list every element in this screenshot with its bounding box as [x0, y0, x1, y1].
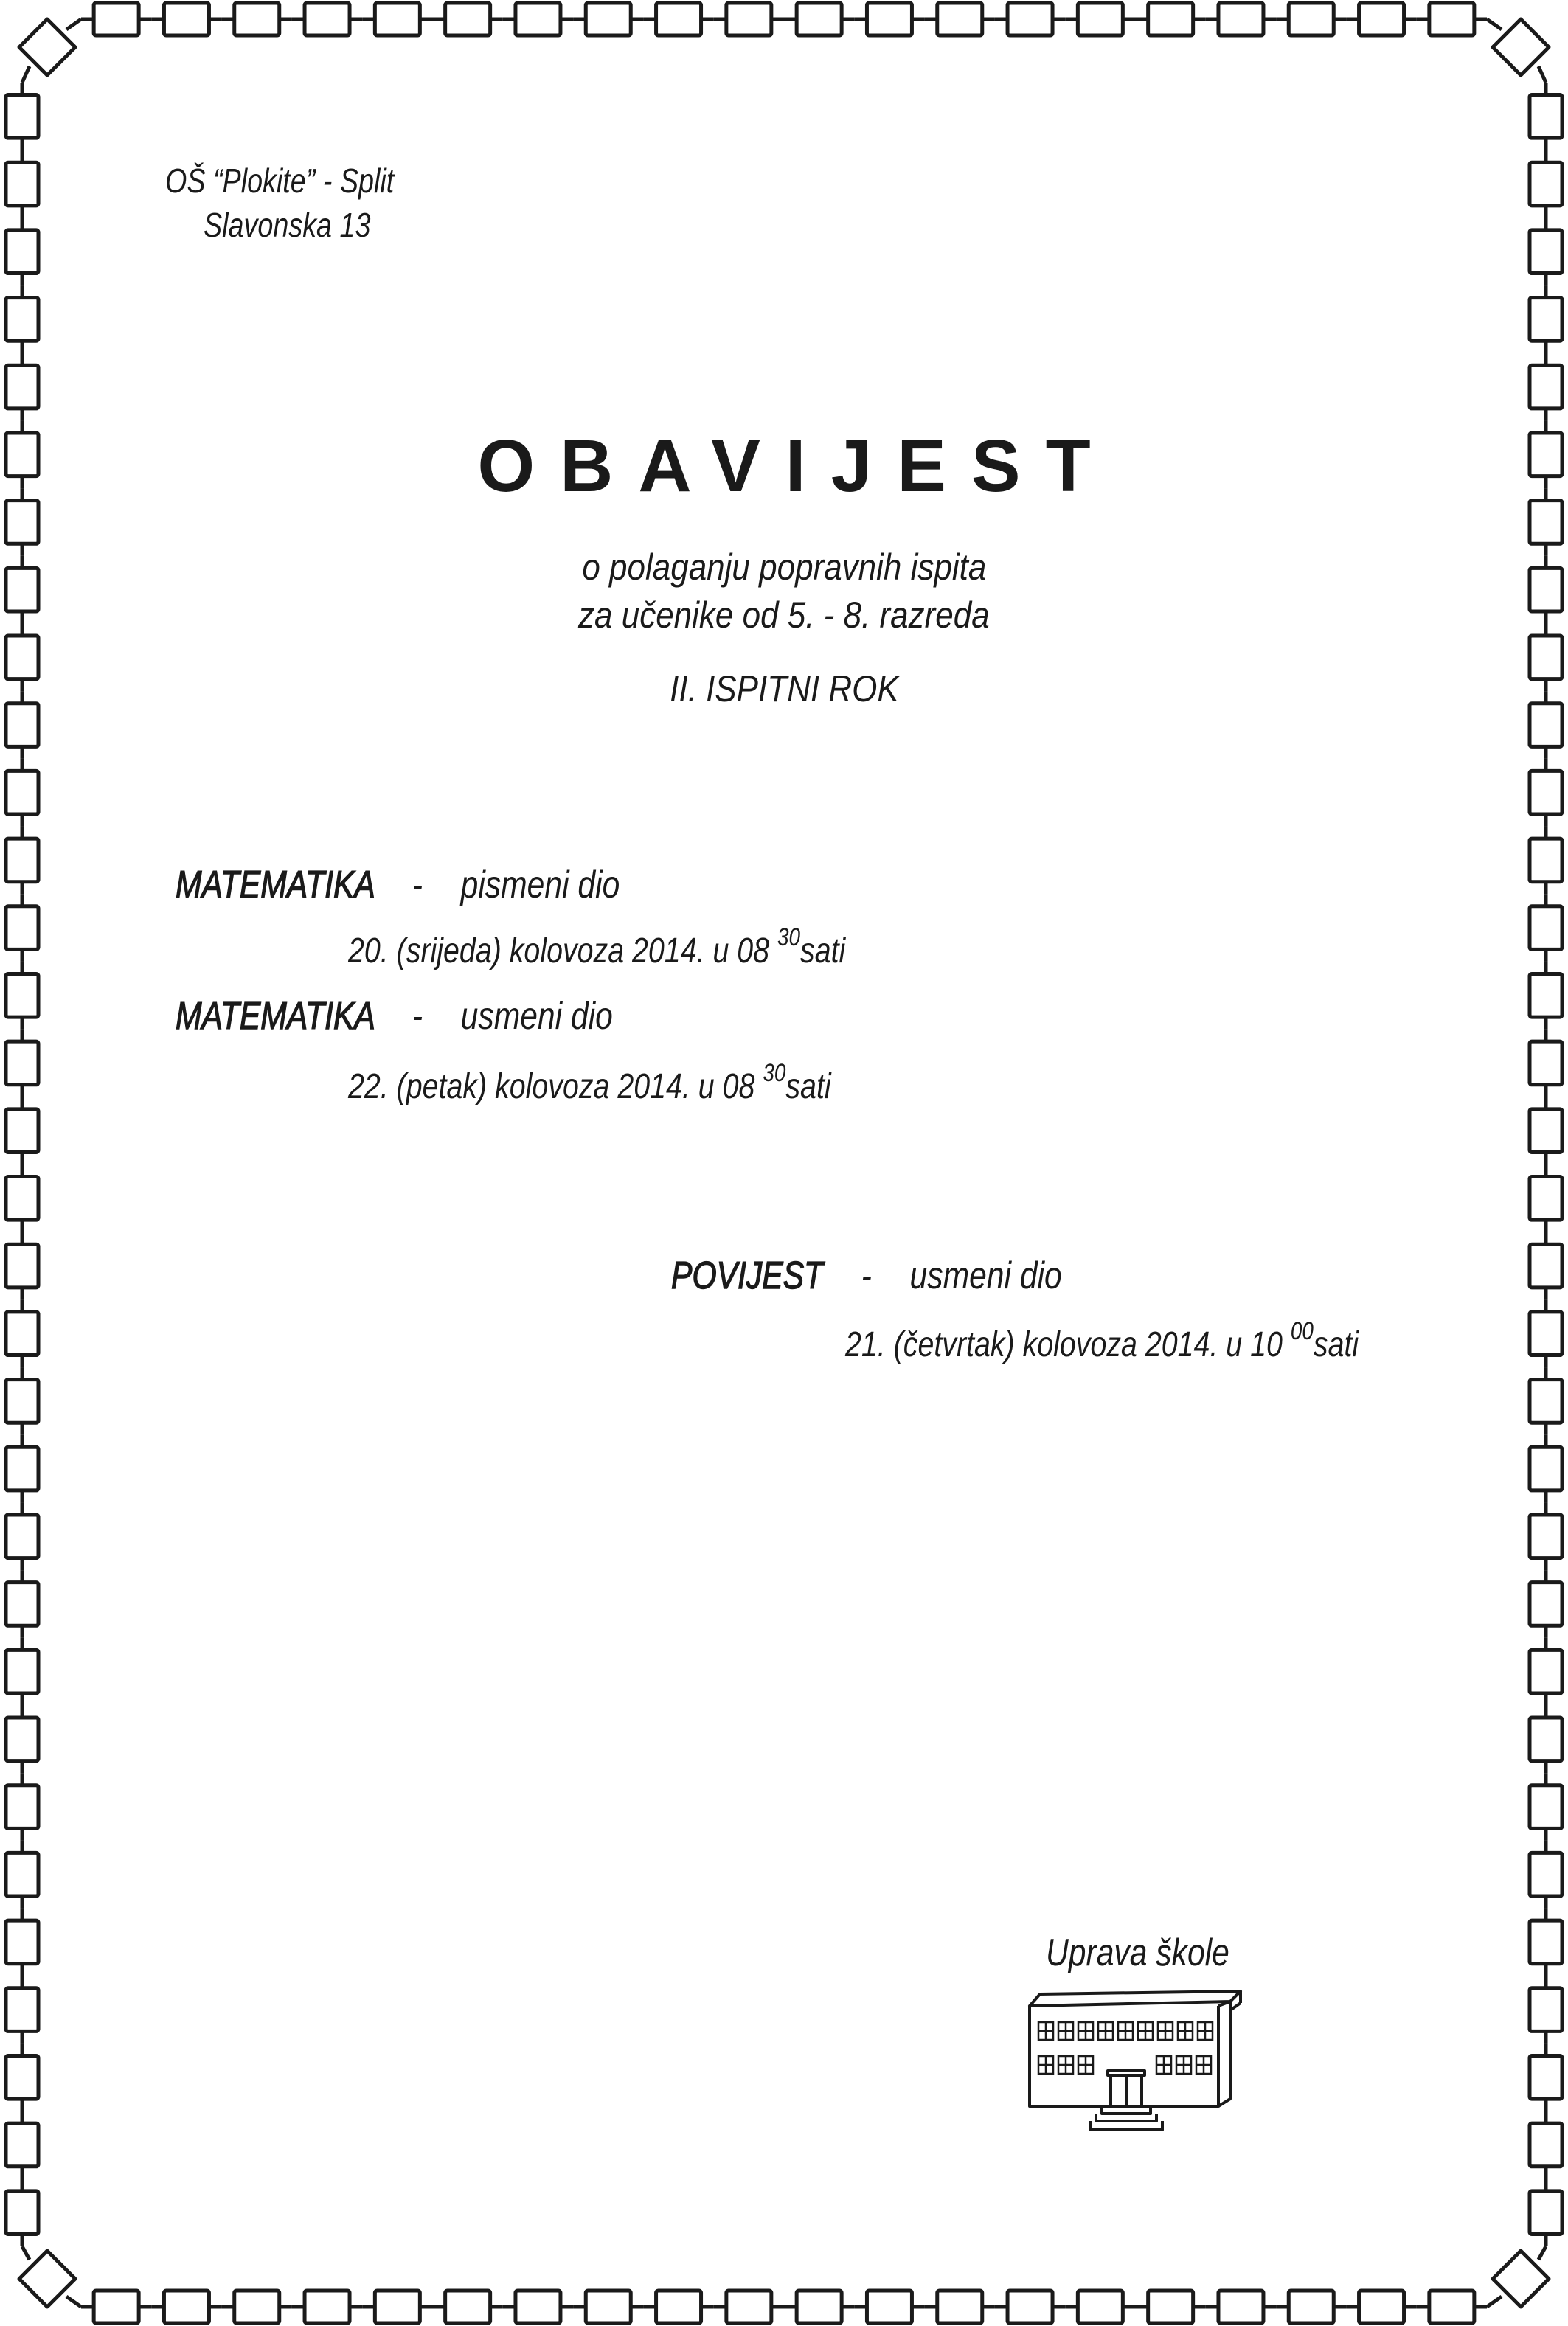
exam-part: pismeni dio — [460, 864, 620, 906]
exam-date: 22. (petak) kolovoza 2014. u 08 $^{30}$sati — [348, 1059, 831, 1106]
exam-date: 21. (četvrtak) kolovoza 2014. u 10 $^{00}$sati — [845, 1317, 1359, 1364]
exam-subject-row — [176, 863, 620, 907]
exam-term: II. ISPITNI ROK — [669, 668, 899, 709]
subtitle-line-2: za učenike od 5. - 8. razreda — [578, 594, 990, 636]
exam-date: 20. (srijeda) kolovoza 2014. u 08 $^{30}$sati — [348, 923, 846, 971]
exam-dash: - — [412, 864, 423, 906]
exam-subject: MATEMATIKA — [176, 995, 375, 1038]
exam-subject: MATEMATIKA — [176, 864, 375, 906]
exam-subject-row — [671, 1254, 1062, 1298]
school-name: OŠ “Plokite” - Split — [165, 162, 395, 200]
exam-part: usmeni dio — [909, 1254, 1062, 1297]
exam-minutes: 00 — [1290, 1317, 1314, 1345]
exam-part: usmeni dio — [460, 995, 613, 1038]
page-title: OBAVIJEST — [477, 425, 1116, 507]
exam-dash: - — [861, 1254, 872, 1297]
school-building-icon — [1025, 1984, 1246, 2161]
exam-dash: - — [412, 995, 423, 1038]
exam-subject: POVIJEST — [671, 1254, 824, 1297]
school-address: Slavonska 13 — [204, 206, 371, 244]
exam-minutes: 30 — [763, 1059, 786, 1087]
subtitle-line-1: o polaganju popravnih ispita — [582, 546, 986, 588]
exam-subject-row — [176, 994, 613, 1038]
exam-minutes: 30 — [777, 923, 801, 951]
signature: Uprava škole — [1046, 1931, 1229, 1974]
